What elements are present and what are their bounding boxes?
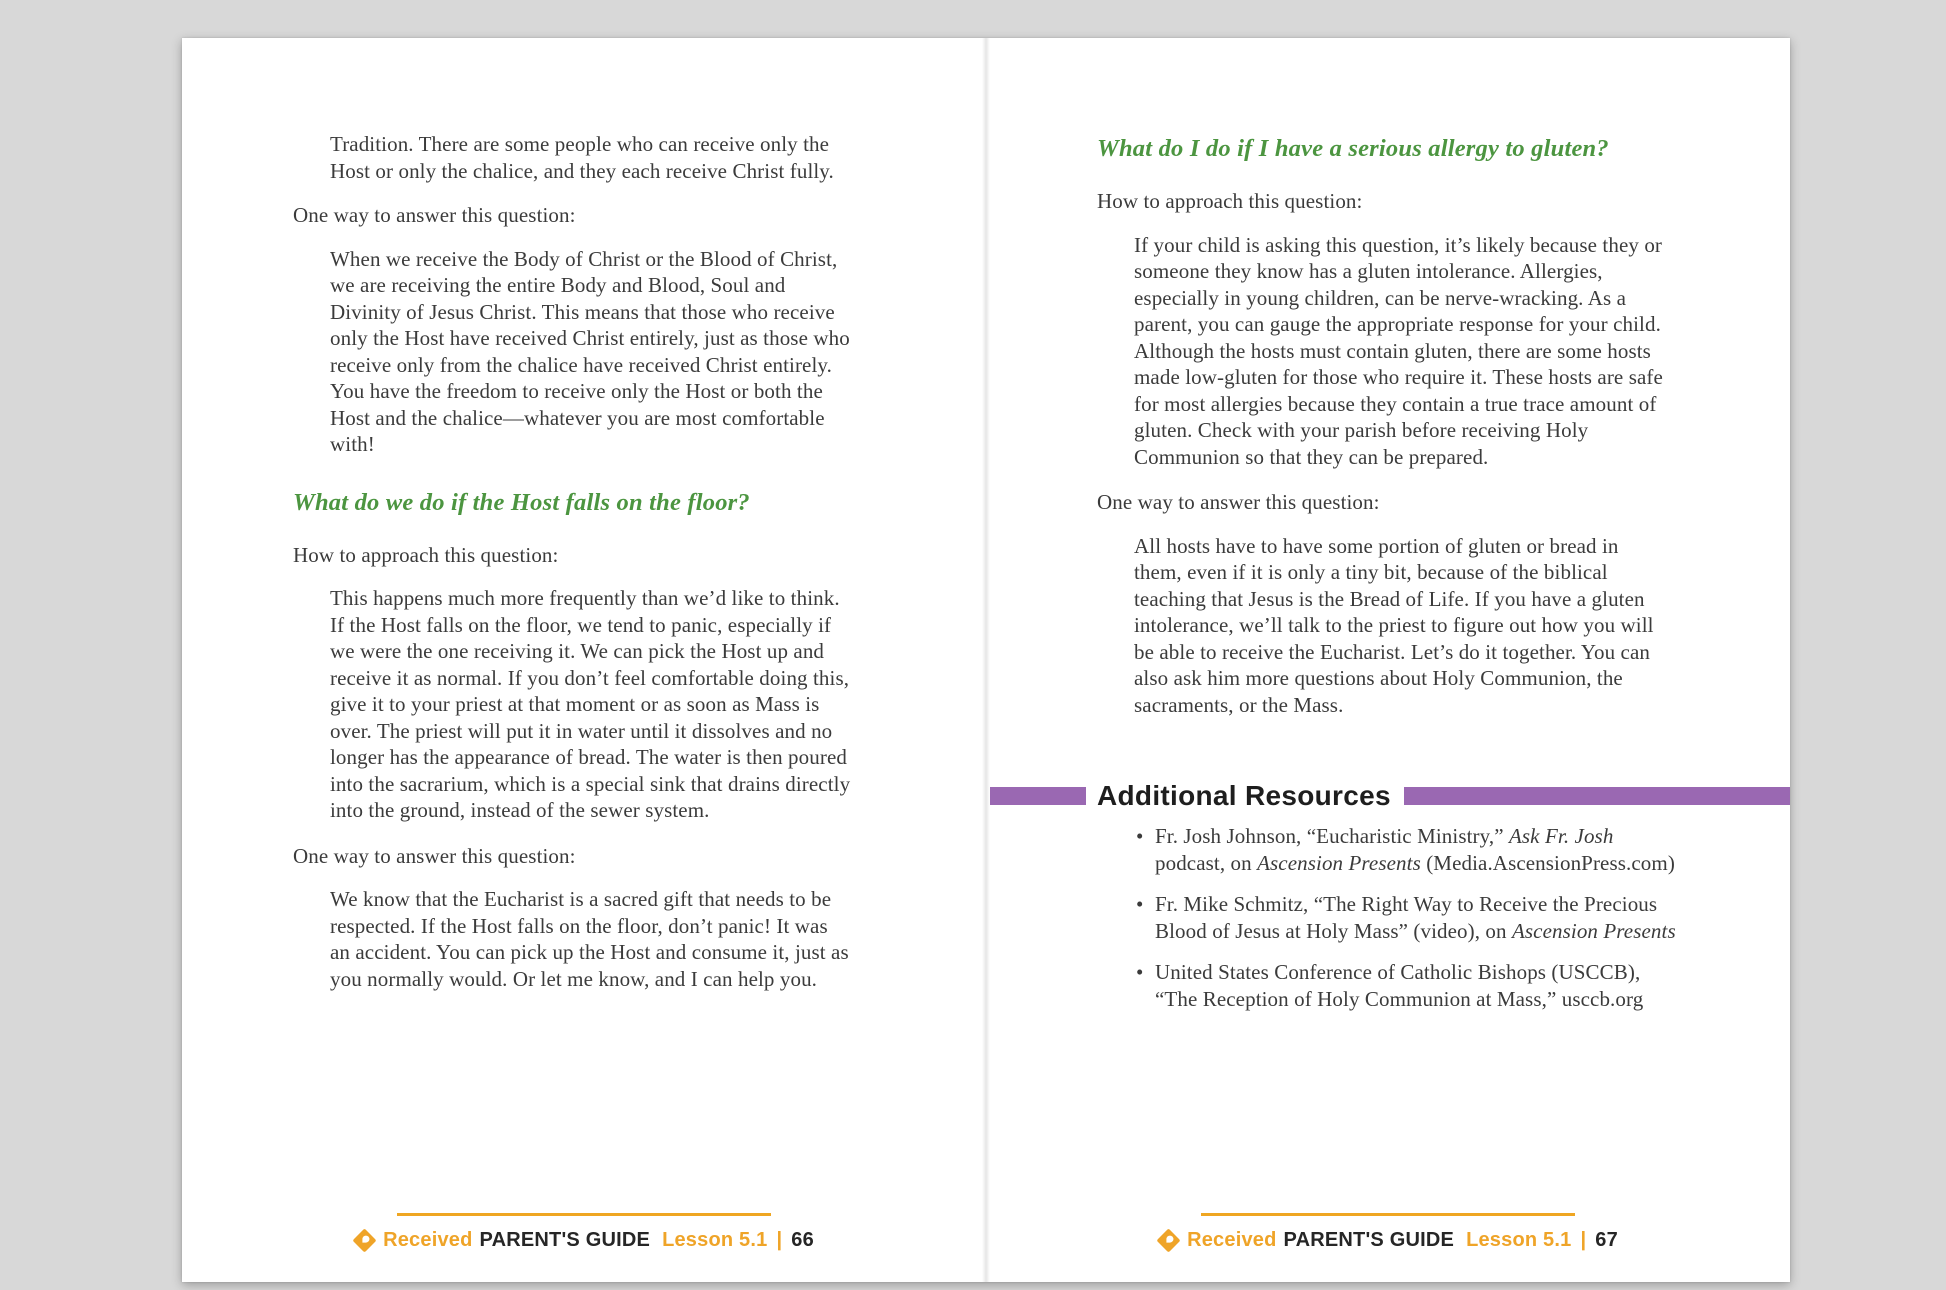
received-logo-diamond-icon <box>353 1228 377 1252</box>
resource-item: • Fr. Josh Johnson, “Eucharistic Ministry,” Ask Fr. Josh podcast, on Ascension Presents (Media.AscensionPress.com) <box>1133 823 1678 876</box>
resource-item: • Fr. Mike Schmitz, “The Right Way to Receive the Precious Blood of Jesus at Holy Mass” (video), on Ascension Presents <box>1133 891 1678 944</box>
label-one-way-answer: One way to answer this question: <box>293 843 576 868</box>
footer-brand: Received <box>1187 1229 1277 1251</box>
footer-lesson-label: Lesson 5.1 <box>662 1229 768 1251</box>
footer-brand: Received <box>383 1229 473 1251</box>
left-page-content <box>293 38 855 992</box>
resources-list <box>1133 823 1678 1027</box>
label-one-way-answer: One way to answer this question: <box>1097 490 1380 514</box>
footer-lesson-label: Lesson 5.1 <box>1466 1229 1572 1251</box>
footer-separator: | <box>1580 1229 1587 1251</box>
book-spread <box>182 38 1790 1282</box>
additional-resources-band <box>986 780 1790 812</box>
footer-guide-title: PARENT'S GUIDE <box>479 1229 651 1251</box>
paragraph-when-we-receive: When we receive the Body of Christ or the Blood of Christ, we are receiving the entire Body and Blood, Soul and Divinity of Jesus Christ. This means that those who receive only the Host have received Christ entirely, just as those who receive only from the chalice have received Christ entirely. You have the freedom to receive only the Host or both the Host and the chalice—whatever you are most comfortable with! <box>330 246 850 456</box>
paragraph-all-hosts: All hosts have to have some portion of gluten or bread in them, even if it is only a tiny bit, because of the biblical teaching that Jesus is the Bread of Life. If you have a gluten intolerance, we’ll talk to the priest to figure out how you will be able to receive the Eucharist. Let’s do it together. You can also ask him more questions about Holy Communion, the sacraments, or the Mass. <box>1134 533 1654 717</box>
footer-line <box>1158 1229 1618 1252</box>
received-logo-glyph <box>1166 1236 1173 1243</box>
resource-item: • United States Conference of Catholic Bishops (USCCB), “The Reception of Holy Communion at Mass,” usccb.org <box>1133 959 1678 1012</box>
question-heading-host-falls: What do we do if the Host falls on the floor? <box>293 488 750 516</box>
received-logo-glyph <box>362 1236 369 1243</box>
label-one-way-answer: One way to answer this question: <box>293 203 576 227</box>
right-page-content <box>1097 38 1677 718</box>
right-page-footer <box>986 1213 1790 1252</box>
purple-bar-right <box>1404 787 1790 805</box>
question-heading-gluten: What do I do if I have a serious allergy to gluten? <box>1097 135 1609 162</box>
left-page-footer <box>182 1213 986 1252</box>
footer-line <box>354 1229 814 1252</box>
page-right-67 <box>986 38 1790 1282</box>
paragraph-we-know: We know that the Eucharist is a sacred gift that needs to be respected. If the Host falls on the floor, don’t panic! It was an accident. You can pick up the Host and consume it, just as you normally would. Or let me know, and I can help you. <box>330 887 849 991</box>
page-left-66 <box>182 38 986 1282</box>
footer-rule <box>1201 1213 1575 1216</box>
footer-page-number: 67 <box>1595 1229 1618 1251</box>
paragraph-tradition: Tradition. There are some people who can receive only the Host or only the chalice, and they each receive Christ fully. <box>330 132 834 183</box>
label-how-to-approach: How to approach this question: <box>1097 189 1363 213</box>
received-logo-diamond-icon <box>1157 1228 1181 1252</box>
footer-page-number: 66 <box>791 1229 814 1251</box>
purple-bar-left <box>986 787 1086 805</box>
label-how-to-approach: How to approach this question: <box>293 542 559 567</box>
footer-guide-title: PARENT'S GUIDE <box>1283 1229 1455 1251</box>
footer-rule <box>397 1213 771 1216</box>
page-gutter-divider <box>982 38 990 1282</box>
paragraph-if-your-child: If your child is asking this question, it’s likely because they or someone they know has a gluten intolerance. Allergies, especially in young children, can be nerve-wracking. As a parent, you can gauge the appropriate response for your child. Although the hosts must contain gluten, there are some hosts made low-gluten for those who require it. These hosts are safe for most allergies because they contain a true trace amount of gluten. Check with your parish before receiving Holy Communion so that they can be prepared. <box>1134 232 1663 469</box>
paragraph-this-happens: This happens much more frequently than we’d like to think. If the Host falls on the floor, we tend to panic, especially if we were the one receiving it. We can pick the Host up and receive it as normal. If you don’t feel comfortable doing this, give it to your priest at that moment or as soon as Mass is over. The priest will put it in water until it dissolves and no longer has the appearance of bread. The water is then poured into the sacrarium, which is a special sink that drains directly into the ground, instead of the sewer system. <box>330 586 851 822</box>
footer-separator: | <box>776 1229 783 1251</box>
additional-resources-title: Additional Resources <box>1097 780 1391 811</box>
